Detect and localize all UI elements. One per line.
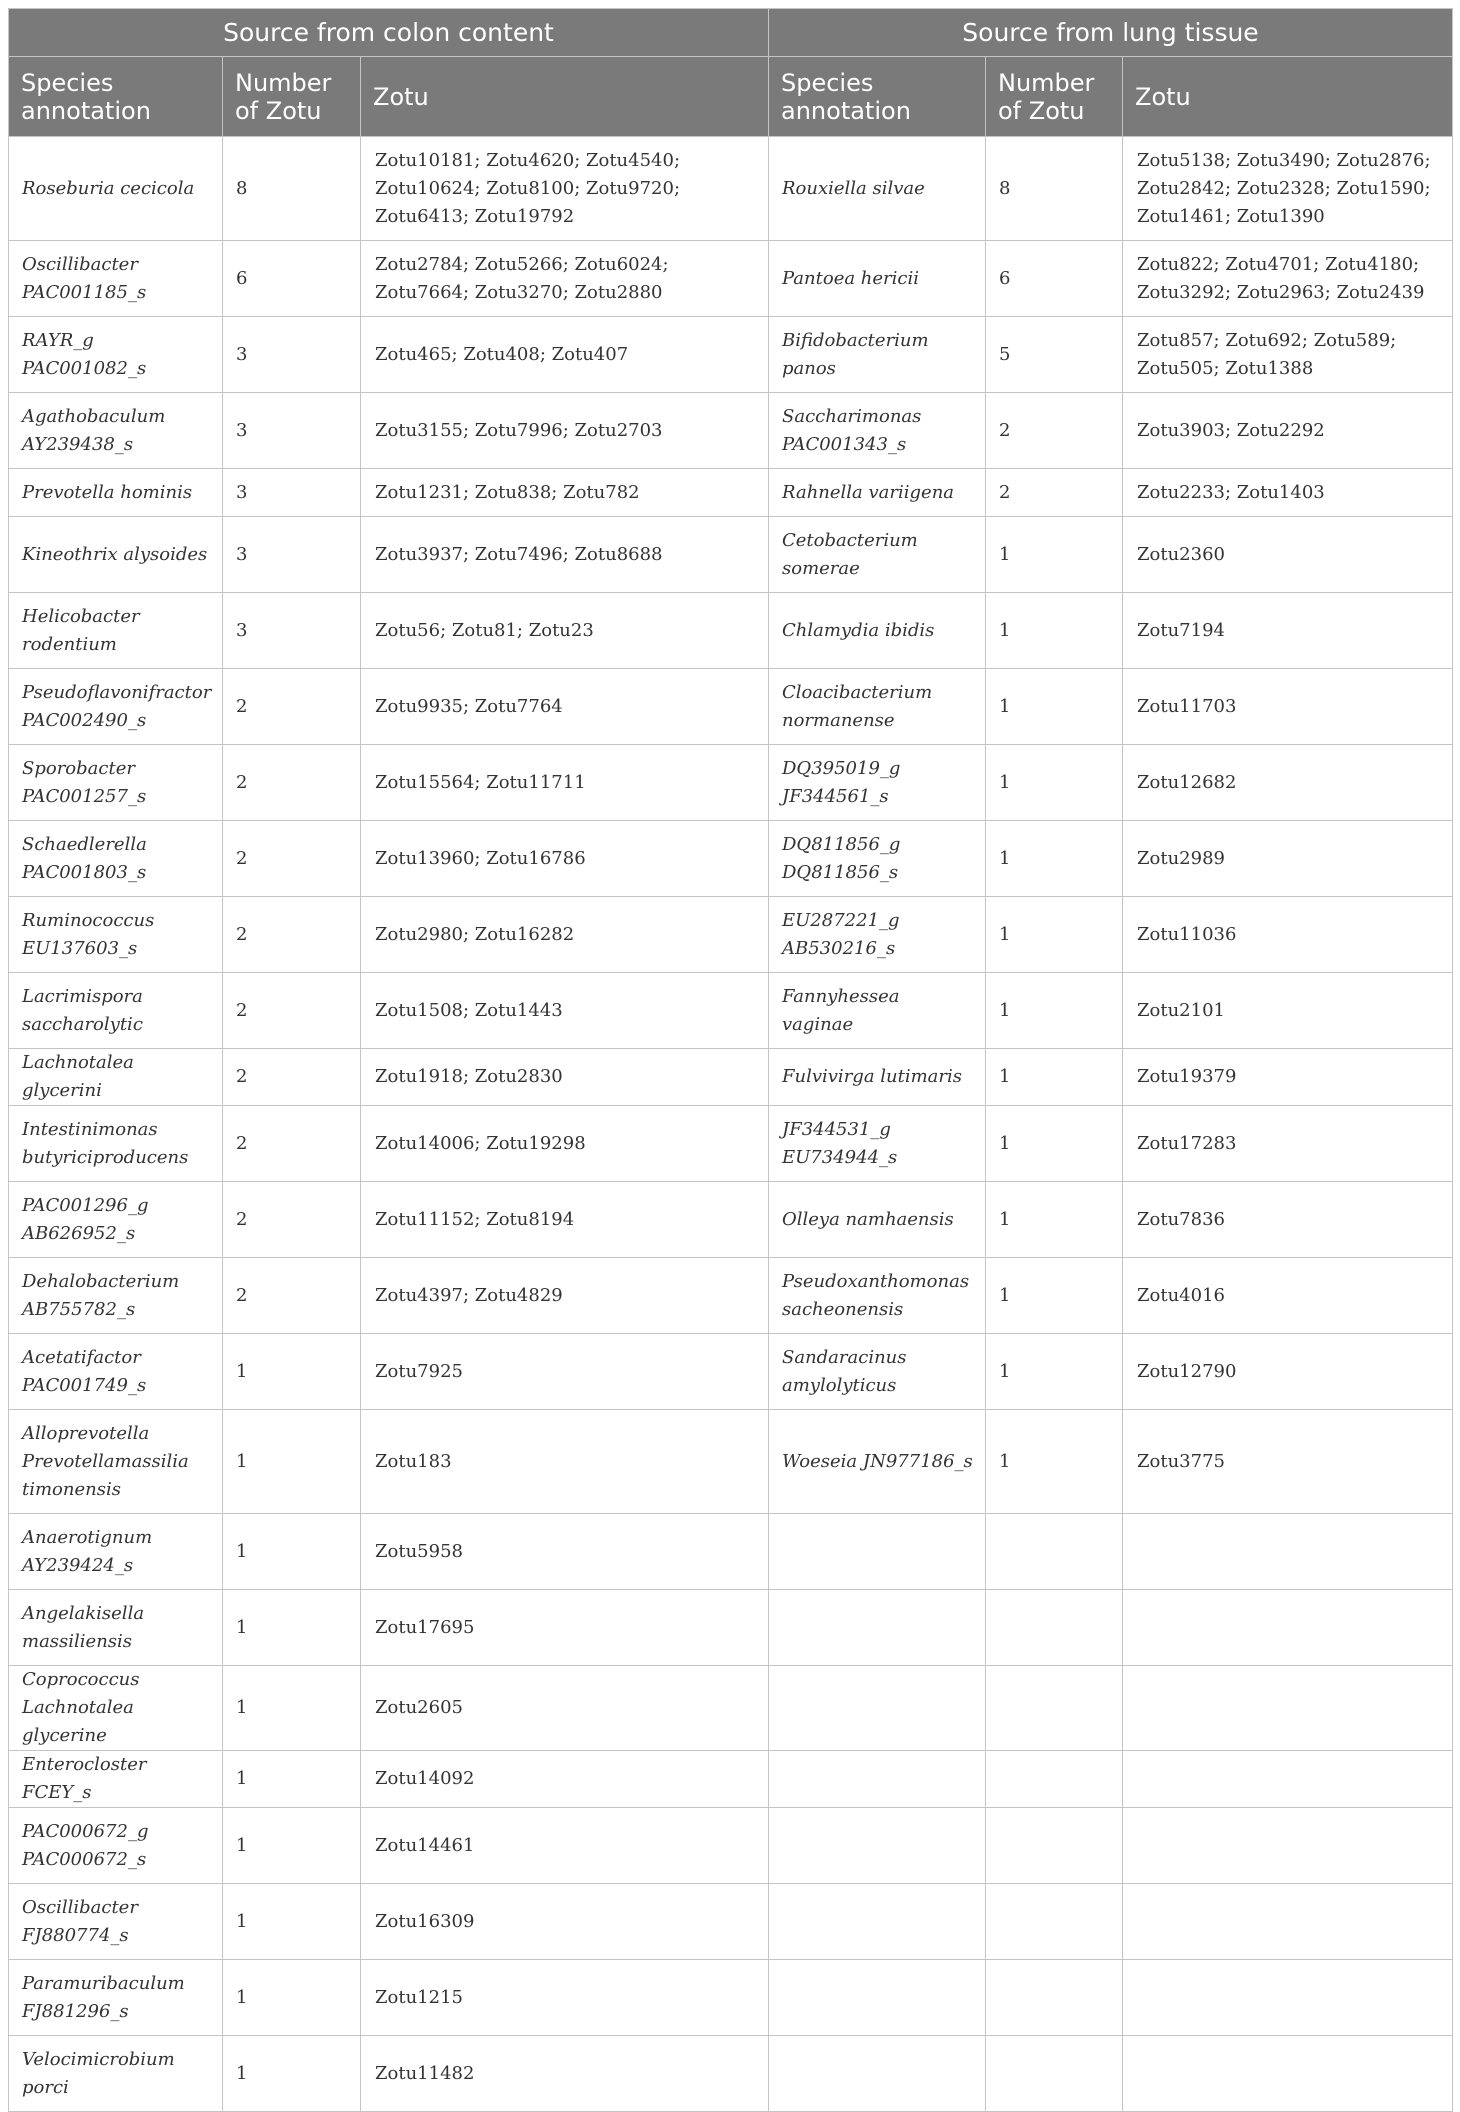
lung-zotu-cell [1123,2036,1453,2112]
colon-species-cell: Intestinimonas butyriciproducens [9,1106,223,1182]
lung-species-cell [769,1666,986,1751]
colon-number-cell: 3 [223,593,361,669]
colon-number-cell: 1 [223,1666,361,1751]
lung-number-cell [986,1590,1123,1666]
table-row [9,1666,1453,1751]
table-row [9,137,1453,241]
group-header-lung: Source from lung tissue [769,9,1453,57]
table-row [9,393,1453,469]
colon-zotu-cell: Zotu56; Zotu81; Zotu23 [361,593,769,669]
colon-species-cell: PAC001296_g AB626952_s [9,1182,223,1258]
lung-species-cell: Fannyhessea vaginae [769,973,986,1049]
colon-zotu-cell: Zotu15564; Zotu11711 [361,745,769,821]
colon-species-cell: Acetatifactor PAC001749_s [9,1334,223,1410]
lung-species-cell: Bifidobacterium panos [769,317,986,393]
colon-number-cell: 3 [223,469,361,517]
table-row [9,897,1453,973]
table-row [9,1960,1453,2036]
lung-species-cell [769,1960,986,2036]
lung-number-cell [986,1751,1123,1808]
lung-species-cell: Cetobacterium somerae [769,517,986,593]
lung-zotu-cell: Zotu7194 [1123,593,1453,669]
colon-number-cell: 8 [223,137,361,241]
column-header-colon-zotu: Zotu [361,57,769,137]
lung-species-cell [769,1808,986,1884]
table-row [9,973,1453,1049]
lung-species-cell: Cloacibacterium normanense [769,669,986,745]
lung-zotu-cell [1123,1514,1453,1590]
colon-number-cell: 1 [223,1960,361,2036]
colon-zotu-cell: Zotu2980; Zotu16282 [361,897,769,973]
table-row [9,1182,1453,1258]
lung-number-cell: 1 [986,669,1123,745]
colon-species-cell: Dehalobacterium AB755782_s [9,1258,223,1334]
lung-species-cell: JF344531_g EU734944_s [769,1106,986,1182]
lung-zotu-cell: Zotu3903; Zotu2292 [1123,393,1453,469]
colon-species-cell: RAYR_g PAC001082_s [9,317,223,393]
colon-number-cell: 2 [223,1049,361,1106]
colon-species-cell: Schaedlerella PAC001803_s [9,821,223,897]
table-row [9,1884,1453,1960]
colon-zotu-cell: Zotu2605 [361,1666,769,1751]
colon-number-cell: 1 [223,1590,361,1666]
lung-species-cell: Fulvivirga lutimaris [769,1049,986,1106]
colon-number-cell: 2 [223,1258,361,1334]
lung-species-cell: Rahnella variigena [769,469,986,517]
table-row [9,1049,1453,1106]
colon-number-cell: 3 [223,517,361,593]
table-row [9,1258,1453,1334]
lung-species-cell: DQ395019_g JF344561_s [769,745,986,821]
colon-zotu-cell: Zotu183 [361,1410,769,1514]
lung-species-cell: Rouxiella silvae [769,137,986,241]
colon-number-cell: 2 [223,821,361,897]
column-header-colon-species: Species annotation [9,57,223,137]
colon-zotu-cell: Zotu14092 [361,1751,769,1808]
colon-number-cell: 2 [223,669,361,745]
colon-zotu-cell: Zotu2784; Zotu5266; Zotu6024; Zotu7664; Zotu3270; Zotu2880 [361,241,769,317]
table-row [9,593,1453,669]
colon-zotu-cell: Zotu17695 [361,1590,769,1666]
lung-number-cell: 1 [986,973,1123,1049]
colon-number-cell: 1 [223,1410,361,1514]
colon-species-cell: Sporobacter PAC001257_s [9,745,223,821]
colon-number-cell: 1 [223,1514,361,1590]
group-header-colon: Source from colon content [9,9,769,57]
table-row [9,1334,1453,1410]
lung-species-cell: Woeseia JN977186_s [769,1410,986,1514]
colon-zotu-cell: Zotu16309 [361,1884,769,1960]
table-row [9,821,1453,897]
colon-number-cell: 1 [223,1334,361,1410]
lung-number-cell: 1 [986,897,1123,973]
lung-zotu-cell [1123,1751,1453,1808]
lung-number-cell: 2 [986,393,1123,469]
lung-zotu-cell: Zotu3775 [1123,1410,1453,1514]
colon-species-cell: Enterocloster FCEY_s [9,1751,223,1808]
colon-number-cell: 2 [223,1106,361,1182]
colon-zotu-cell: Zotu1508; Zotu1443 [361,973,769,1049]
colon-species-cell: Lachnotalea glycerini [9,1049,223,1106]
lung-zotu-cell: Zotu2360 [1123,517,1453,593]
lung-number-cell: 1 [986,1106,1123,1182]
lung-zotu-cell: Zotu5138; Zotu3490; Zotu2876; Zotu2842; Zotu2328; Zotu1590; Zotu1461; Zotu1390 [1123,137,1453,241]
lung-zotu-cell: Zotu2101 [1123,973,1453,1049]
lung-zotu-cell: Zotu2233; Zotu1403 [1123,469,1453,517]
table-row [9,469,1453,517]
colon-zotu-cell: Zotu13960; Zotu16786 [361,821,769,897]
lung-zotu-cell [1123,1884,1453,1960]
colon-zotu-cell: Zotu14006; Zotu19298 [361,1106,769,1182]
lung-species-cell: Pantoea hericii [769,241,986,317]
colon-zotu-cell: Zotu1231; Zotu838; Zotu782 [361,469,769,517]
lung-number-cell: 1 [986,1258,1123,1334]
lung-number-cell [986,1666,1123,1751]
lung-zotu-cell [1123,1960,1453,2036]
lung-number-cell: 1 [986,517,1123,593]
colon-zotu-cell: Zotu1215 [361,1960,769,2036]
colon-species-cell: Lacrimispora saccharolytic [9,973,223,1049]
colon-zotu-cell: Zotu4397; Zotu4829 [361,1258,769,1334]
lung-number-cell: 1 [986,821,1123,897]
lung-number-cell: 1 [986,745,1123,821]
table-row [9,1751,1453,1808]
colon-zotu-cell: Zotu7925 [361,1334,769,1410]
column-header-row [9,57,1453,137]
lung-zotu-cell: Zotu19379 [1123,1049,1453,1106]
colon-species-cell: Velocimicrobium porci [9,2036,223,2112]
table-row [9,669,1453,745]
colon-zotu-cell: Zotu3155; Zotu7996; Zotu2703 [361,393,769,469]
colon-number-cell: 2 [223,745,361,821]
colon-zotu-cell: Zotu11482 [361,2036,769,2112]
lung-species-cell [769,1751,986,1808]
colon-number-cell: 1 [223,1808,361,1884]
colon-zotu-cell: Zotu10181; Zotu4620; Zotu4540; Zotu10624; Zotu8100; Zotu9720; Zotu6413; Zotu19792 [361,137,769,241]
lung-species-cell: Pseudoxanthomonas sacheonensis [769,1258,986,1334]
column-header-colon-number: Number of Zotu [223,57,361,137]
colon-species-cell: Prevotella hominis [9,469,223,517]
table-row [9,745,1453,821]
lung-species-cell: Chlamydia ibidis [769,593,986,669]
colon-number-cell: 1 [223,1884,361,1960]
colon-number-cell: 6 [223,241,361,317]
colon-zotu-cell: Zotu14461 [361,1808,769,1884]
colon-species-cell: Agathobaculum AY239438_s [9,393,223,469]
lung-number-cell: 1 [986,1182,1123,1258]
lung-zotu-cell: Zotu2989 [1123,821,1453,897]
table-row [9,2036,1453,2112]
table-row [9,1514,1453,1590]
lung-zotu-cell [1123,1590,1453,1666]
colon-zotu-cell: Zotu465; Zotu408; Zotu407 [361,317,769,393]
lung-zotu-cell: Zotu4016 [1123,1258,1453,1334]
colon-species-cell: Kineothrix alysoides [9,517,223,593]
lung-species-cell: Olleya namhaensis [769,1182,986,1258]
lung-species-cell [769,1884,986,1960]
colon-number-cell: 3 [223,393,361,469]
lung-zotu-cell: Zotu12790 [1123,1334,1453,1410]
colon-species-cell: Ruminococcus EU137603_s [9,897,223,973]
lung-number-cell [986,1808,1123,1884]
lung-number-cell: 1 [986,1410,1123,1514]
group-header-row [9,9,1453,57]
colon-species-cell: Oscillibacter FJ880774_s [9,1884,223,1960]
lung-species-cell [769,1514,986,1590]
colon-number-cell: 2 [223,973,361,1049]
colon-species-cell: PAC000672_g PAC000672_s [9,1808,223,1884]
lung-number-cell: 2 [986,469,1123,517]
colon-species-cell: Oscillibacter PAC001185_s [9,241,223,317]
lung-number-cell [986,2036,1123,2112]
lung-number-cell: 6 [986,241,1123,317]
colon-number-cell: 1 [223,2036,361,2112]
table-row [9,1808,1453,1884]
lung-species-cell: Sandaracinus amylolyticus [769,1334,986,1410]
lung-number-cell: 8 [986,137,1123,241]
table-row [9,317,1453,393]
column-header-lung-number: Number of Zotu [986,57,1123,137]
lung-zotu-cell [1123,1666,1453,1751]
lung-zotu-cell: Zotu822; Zotu4701; Zotu4180; Zotu3292; Zotu2963; Zotu2439 [1123,241,1453,317]
lung-species-cell: EU287221_g AB530216_s [769,897,986,973]
colon-species-cell: Roseburia cecicola [9,137,223,241]
table-body [9,137,1453,2112]
lung-number-cell: 1 [986,593,1123,669]
colon-zotu-cell: Zotu3937; Zotu7496; Zotu8688 [361,517,769,593]
lung-zotu-cell [1123,1808,1453,1884]
table-row [9,1106,1453,1182]
column-header-lung-zotu: Zotu [1123,57,1453,137]
colon-number-cell: 2 [223,1182,361,1258]
lung-zotu-cell: Zotu11036 [1123,897,1453,973]
colon-number-cell: 2 [223,897,361,973]
lung-zotu-cell: Zotu7836 [1123,1182,1453,1258]
lung-number-cell: 1 [986,1334,1123,1410]
table-row [9,1410,1453,1514]
lung-species-cell: Saccharimonas PAC001343_s [769,393,986,469]
zotu-species-table [8,8,1453,2112]
colon-species-cell: Coprococcus Lachnotalea glycerine [9,1666,223,1751]
colon-zotu-cell: Zotu1918; Zotu2830 [361,1049,769,1106]
lung-zotu-cell: Zotu17283 [1123,1106,1453,1182]
colon-number-cell: 3 [223,317,361,393]
colon-species-cell: Alloprevotella Prevotellamassilia timonensis [9,1410,223,1514]
colon-zotu-cell: Zotu11152; Zotu8194 [361,1182,769,1258]
colon-species-cell: Paramuribaculum FJ881296_s [9,1960,223,2036]
colon-species-cell: Angelakisella massiliensis [9,1590,223,1666]
lung-number-cell: 1 [986,1049,1123,1106]
colon-species-cell: Anaerotignum AY239424_s [9,1514,223,1590]
colon-species-cell: Pseudoflavonifractor PAC002490_s [9,669,223,745]
lung-species-cell: DQ811856_g DQ811856_s [769,821,986,897]
colon-species-cell: Helicobacter rodentium [9,593,223,669]
table-row [9,517,1453,593]
lung-species-cell [769,1590,986,1666]
lung-zotu-cell: Zotu12682 [1123,745,1453,821]
colon-zotu-cell: Zotu5958 [361,1514,769,1590]
lung-number-cell [986,1514,1123,1590]
lung-number-cell [986,1960,1123,2036]
lung-zotu-cell: Zotu11703 [1123,669,1453,745]
table-row [9,1590,1453,1666]
lung-species-cell [769,2036,986,2112]
table-row [9,241,1453,317]
colon-number-cell: 1 [223,1751,361,1808]
column-header-lung-species: Species annotation [769,57,986,137]
lung-number-cell: 5 [986,317,1123,393]
lung-number-cell [986,1884,1123,1960]
colon-zotu-cell: Zotu9935; Zotu7764 [361,669,769,745]
lung-zotu-cell: Zotu857; Zotu692; Zotu589; Zotu505; Zotu1388 [1123,317,1453,393]
